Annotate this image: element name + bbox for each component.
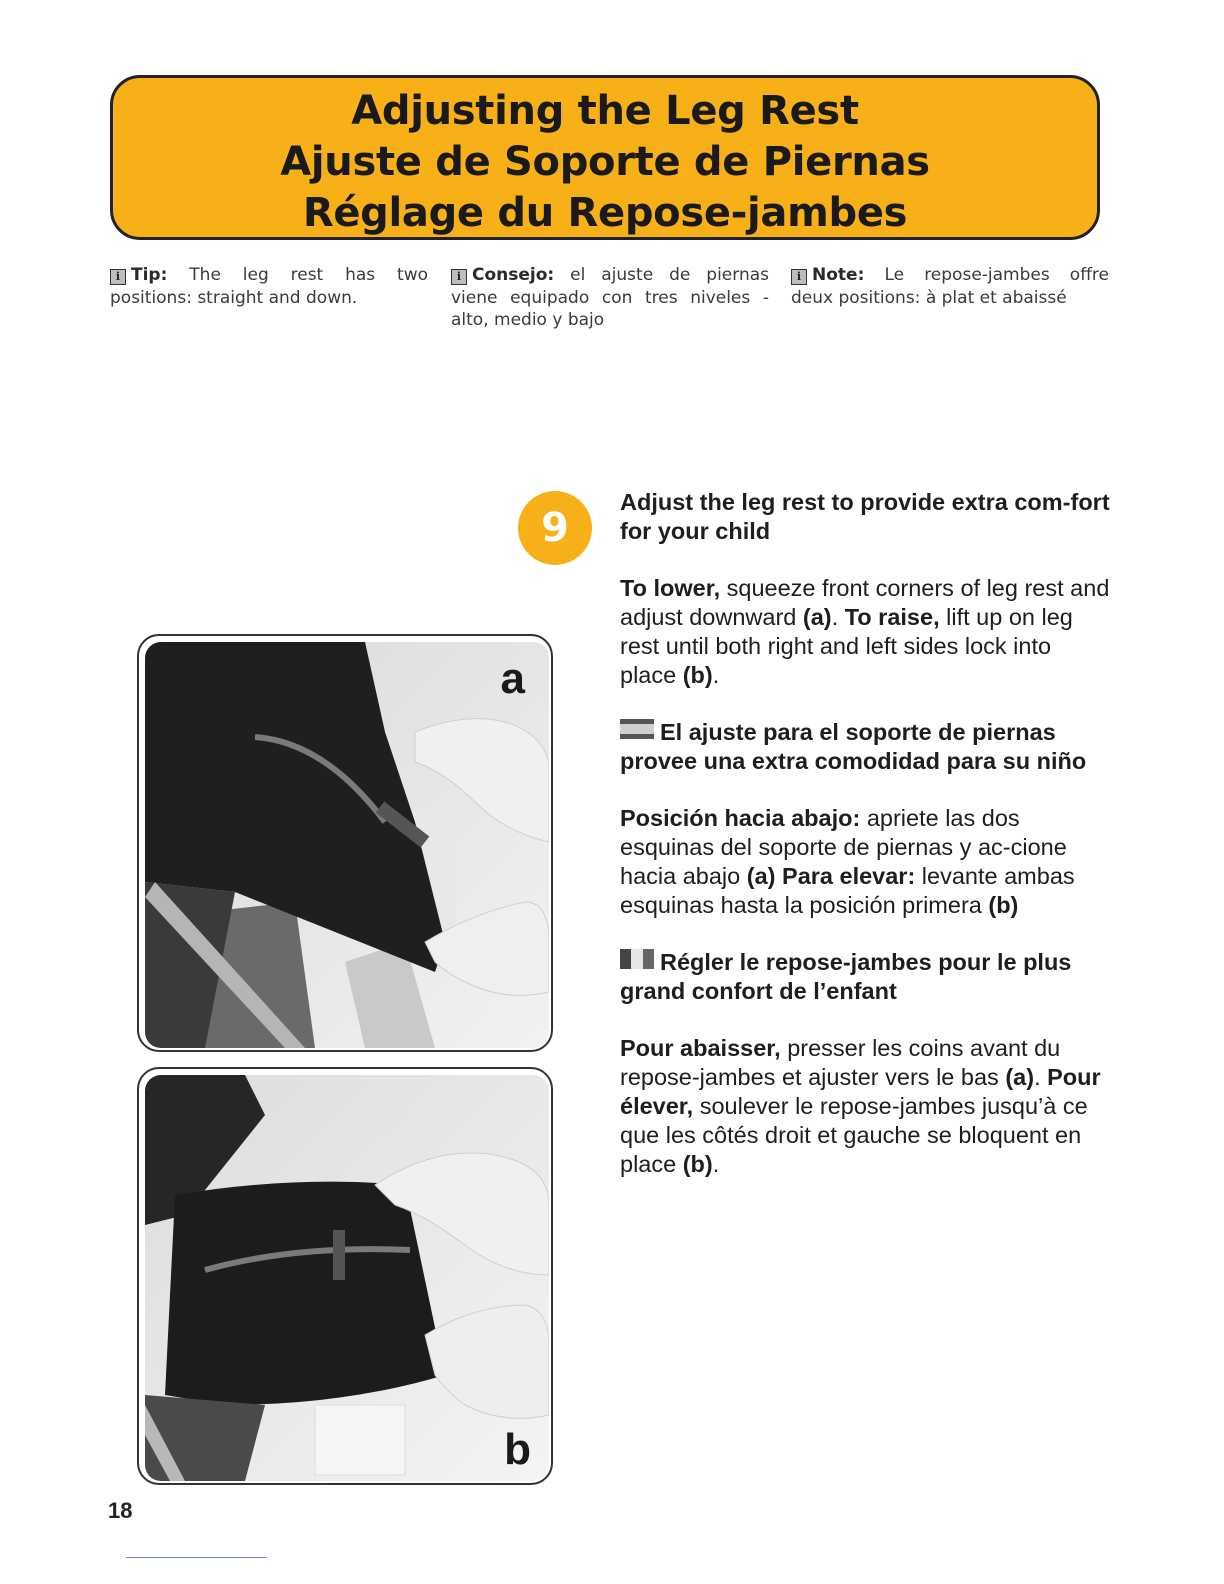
instructions-column — [620, 488, 1110, 1207]
info-icon: i — [791, 269, 807, 285]
spain-flag-icon — [620, 719, 654, 739]
separator: . — [831, 604, 845, 630]
raise-label: Pour élever, — [620, 1064, 1101, 1119]
info-icon: i — [110, 269, 126, 285]
figure-ref-a: (a) — [1005, 1064, 1035, 1090]
france-flag-icon — [620, 949, 654, 969]
lower-label: To lower, — [620, 575, 721, 601]
photo-a-image — [145, 642, 549, 1048]
raise-label: To raise, — [844, 604, 940, 630]
photo-raising-leg-rest — [137, 1067, 553, 1485]
tip-label: Note: — [812, 265, 865, 285]
title-banner — [110, 75, 1100, 240]
tip-french — [791, 264, 1109, 309]
heading-french — [620, 948, 1110, 1006]
separator: . — [1034, 1064, 1048, 1090]
footer-rule — [126, 1557, 267, 1558]
tip-english — [110, 264, 428, 309]
instruction-english — [620, 574, 1110, 690]
photo-lowering-leg-rest — [137, 634, 553, 1052]
figure-ref-b: (b) — [682, 662, 713, 688]
figure-ref-b: (b) — [988, 892, 1019, 918]
heading-spanish — [620, 718, 1110, 776]
period: . — [712, 1151, 720, 1177]
lower-text: presser les coins avant du repose-jambes et ajuster vers le bas — [620, 1035, 1061, 1090]
tip-label: Tip: — [131, 265, 168, 285]
photo-label-a: a — [500, 654, 525, 703]
heading-spanish-text: El ajuste para el soporte de piernas provee una extra comodidad para su niño — [620, 719, 1087, 774]
period: . — [712, 662, 720, 688]
instruction-french — [620, 1034, 1110, 1179]
photo-label-b: b — [504, 1425, 531, 1474]
title-spanish: Ajuste de Soporte de Piernas — [280, 139, 930, 185]
figure-ref-a: (a) — [802, 604, 832, 630]
tip-spanish — [451, 264, 769, 332]
raise-text: soulever le repose-jambes jusqu’à ce que les côtés droit et gauche se bloquent en place — [620, 1093, 1088, 1177]
title-french: Réglage du Repose-jambes — [302, 190, 908, 236]
step-number-badge: 9 — [518, 491, 592, 565]
title-english: Adjusting the Leg Rest — [351, 88, 859, 134]
info-icon: i — [451, 269, 467, 285]
tip-text: Le repose-jambes offre deux positions: à plat et abaissé — [791, 265, 1109, 308]
instruction-spanish — [620, 804, 1110, 920]
heading-french-text: Régler le repose-jambes pour le plus grand confort de l’enfant — [620, 949, 1072, 1004]
lower-text: apriete las dos esquinas del soporte de piernas y ac-cione hacia abajo — [620, 805, 1067, 889]
raise-label: Para elevar: — [775, 863, 916, 889]
tip-label: Consejo: — [472, 265, 555, 285]
figure-ref-b: (b) — [682, 1151, 713, 1177]
raise-text: lift up on leg rest until both right and left sides lock into place — [620, 604, 1073, 688]
photo-b-image — [145, 1075, 549, 1481]
heading-english: Adjust the leg rest to provide extra com-fort for your child — [620, 489, 1110, 544]
tip-text: el ajuste de piernas viene equipado con tres niveles - alto, medio y bajo — [451, 265, 769, 330]
lower-label: Pour abaisser, — [620, 1035, 781, 1061]
page-number: 18 — [108, 1498, 133, 1523]
lower-label: Posición hacia abajo: — [620, 805, 861, 831]
lower-text: squeeze front corners of leg rest and adjust downward — [620, 575, 1110, 630]
raise-text: levante ambas esquinas hasta la posición primera — [620, 863, 1075, 918]
figure-ref-a: (a) — [746, 863, 776, 889]
tip-text: The leg rest has two positions: straight and down. — [110, 265, 429, 308]
